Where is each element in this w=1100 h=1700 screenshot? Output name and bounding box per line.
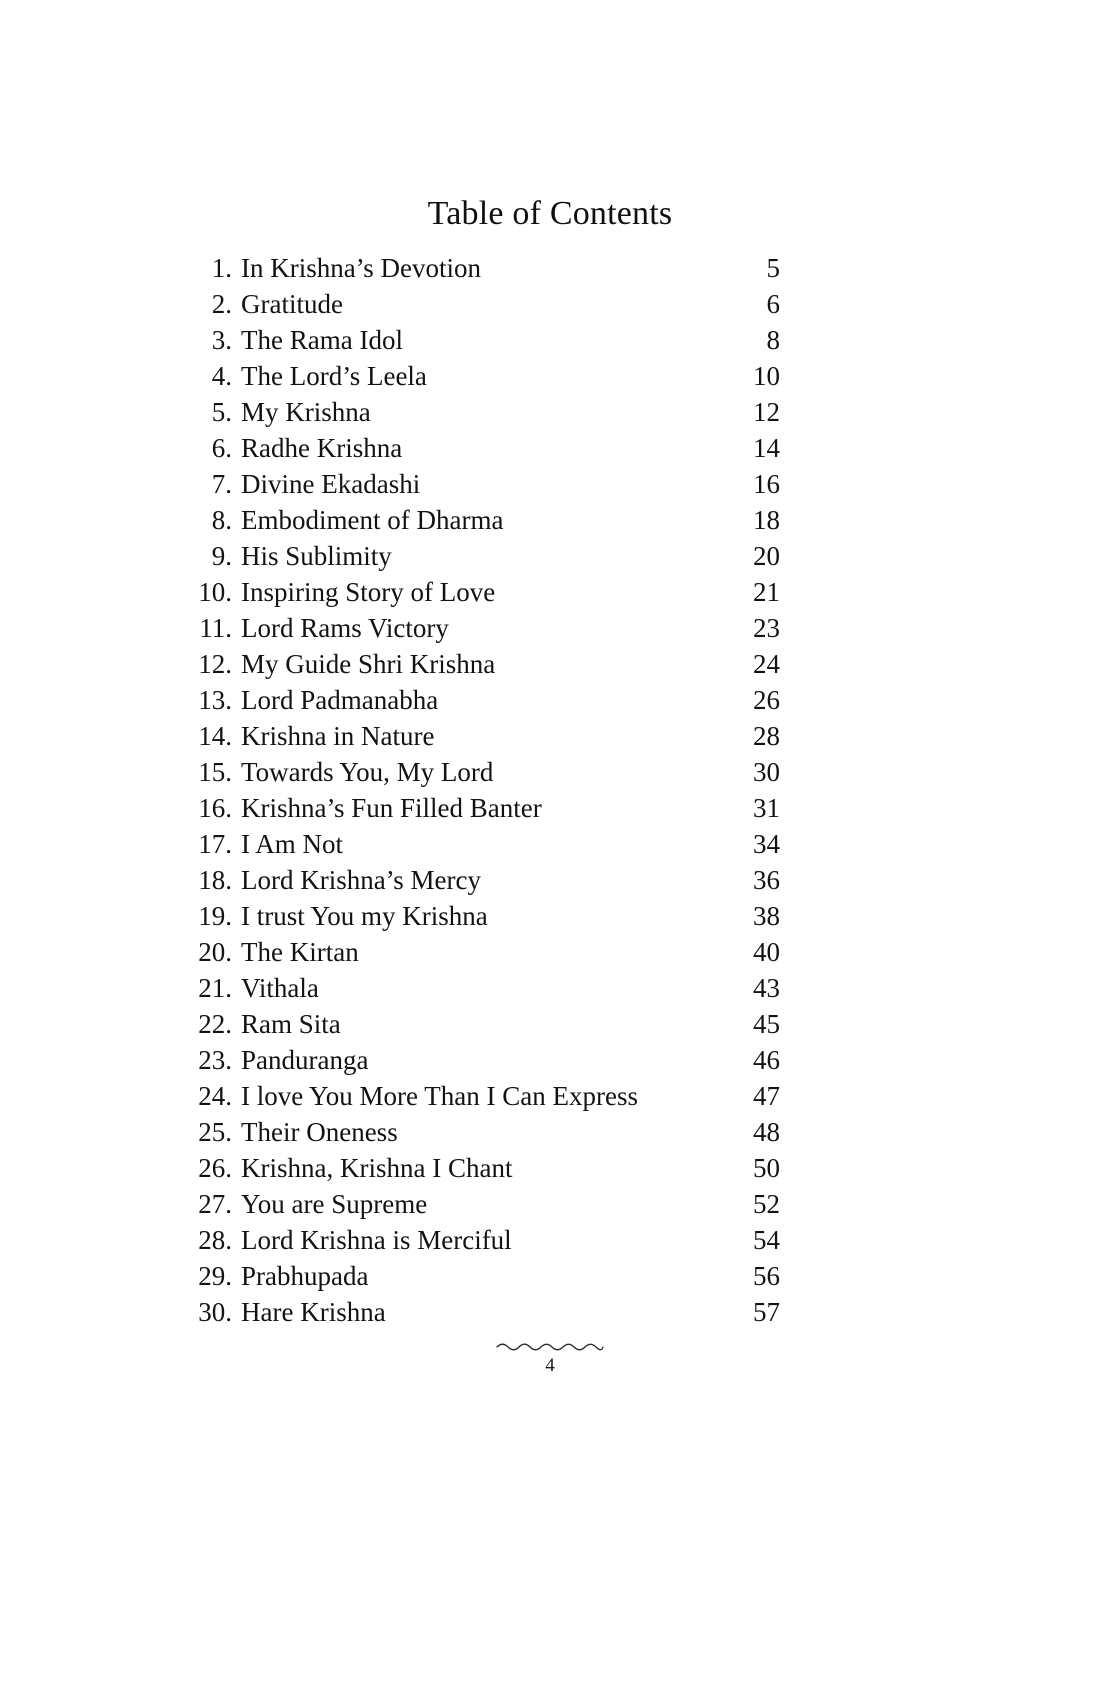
toc-entry-label: Hare Krishna	[241, 1297, 386, 1327]
toc-entry-label: Towards You, My Lord	[241, 757, 494, 787]
toc-entry-number: 22.	[198, 1009, 232, 1039]
table-of-contents-list	[180, 250, 780, 1330]
toc-entry-number: 16.	[198, 793, 232, 823]
toc-entry[interactable]	[180, 1042, 780, 1078]
toc-entry-label: Lord Rams Victory	[241, 613, 449, 643]
toc-entry-page-number: 47	[753, 1081, 780, 1111]
toc-entry-number: 2.	[211, 289, 232, 319]
toc-entry-page-number: 28	[753, 721, 780, 751]
toc-entry[interactable]	[180, 322, 780, 358]
page-footer	[0, 1340, 1100, 1377]
toc-entry[interactable]	[180, 1186, 780, 1222]
toc-entry-number: 8.	[211, 505, 232, 535]
toc-entry-number: 24.	[198, 1081, 232, 1111]
toc-entry-page-number: 6	[766, 289, 780, 319]
toc-entry-page-number: 18	[753, 505, 780, 535]
toc-entry-number: 23.	[198, 1045, 232, 1075]
toc-entry-number: 29.	[198, 1261, 232, 1291]
toc-entry-page-number: 54	[753, 1225, 780, 1255]
toc-entry[interactable]	[180, 1078, 780, 1114]
toc-entry-label: The Kirtan	[241, 937, 359, 967]
toc-entry-page-number: 45	[753, 1009, 780, 1039]
toc-entry-number: 11.	[199, 613, 232, 643]
toc-entry-number: 18.	[198, 865, 232, 895]
toc-entry[interactable]	[180, 286, 780, 322]
toc-entry[interactable]	[180, 538, 780, 574]
toc-entry-number: 7.	[211, 469, 232, 499]
toc-entry[interactable]	[180, 502, 780, 538]
toc-entry-page-number: 48	[753, 1117, 780, 1147]
toc-entry-page-number: 52	[753, 1189, 780, 1219]
toc-entry-page-number: 43	[753, 973, 780, 1003]
toc-entry-label: The Rama Idol	[241, 325, 403, 355]
toc-entry-label: Gratitude	[241, 289, 343, 319]
toc-entry[interactable]	[180, 250, 780, 286]
toc-entry-page-number: 8	[766, 325, 780, 355]
toc-entry-number: 14.	[198, 721, 232, 751]
footer-page-number: 4	[545, 1355, 555, 1376]
wavy-rule-ornament-icon	[495, 1340, 605, 1354]
toc-entry-label: Vithala	[241, 973, 319, 1003]
toc-entry-number: 27.	[198, 1189, 232, 1219]
toc-entry-page-number: 30	[753, 757, 780, 787]
toc-entry[interactable]	[180, 574, 780, 610]
toc-entry-page-number: 12	[753, 397, 780, 427]
toc-entry-page-number: 57	[753, 1297, 780, 1327]
toc-entry[interactable]	[180, 970, 780, 1006]
toc-entry-number: 1.	[211, 253, 232, 283]
toc-entry[interactable]	[180, 1222, 780, 1258]
toc-entry[interactable]	[180, 898, 780, 934]
toc-entry-number: 13.	[198, 685, 232, 715]
toc-entry[interactable]	[180, 1114, 780, 1150]
toc-entry-page-number: 23	[753, 613, 780, 643]
toc-entry[interactable]	[180, 1258, 780, 1294]
toc-entry-label: Lord Padmanabha	[241, 685, 439, 715]
toc-entry-page-number: 21	[753, 577, 780, 607]
toc-entry-label: Inspiring Story of Love	[241, 577, 496, 607]
toc-entry-number: 19.	[198, 901, 232, 931]
toc-entry[interactable]	[180, 682, 780, 718]
toc-entry[interactable]	[180, 466, 780, 502]
toc-entry-number: 26.	[198, 1153, 232, 1183]
toc-entry[interactable]	[180, 430, 780, 466]
toc-entry-page-number: 20	[753, 541, 780, 571]
toc-entry-page-number: 14	[753, 433, 780, 463]
toc-entry-label: Panduranga	[241, 1045, 369, 1075]
toc-entry-label: His Sublimity	[241, 541, 392, 571]
toc-entry-number: 5.	[211, 397, 232, 427]
toc-entry-number: 12.	[198, 649, 232, 679]
page-title: Table of Contents	[427, 194, 673, 232]
toc-entry-label: Their Oneness	[241, 1117, 398, 1147]
toc-entry-page-number: 34	[753, 829, 780, 859]
toc-entry-label: Krishna in Nature	[241, 721, 435, 751]
toc-entry-label: I Am Not	[241, 829, 344, 859]
toc-entry-label: Prabhupada	[241, 1261, 369, 1291]
toc-entry-number: 21.	[198, 973, 232, 1003]
toc-entry[interactable]	[180, 1294, 780, 1330]
toc-entry-page-number: 24	[753, 649, 780, 679]
toc-entry[interactable]	[180, 826, 780, 862]
toc-entry-number: 28.	[198, 1225, 232, 1255]
toc-entry-number: 4.	[211, 361, 232, 391]
toc-entry[interactable]	[180, 790, 780, 826]
toc-entry[interactable]	[180, 718, 780, 754]
toc-entry-page-number: 36	[753, 865, 780, 895]
toc-entry-number: 10.	[198, 577, 232, 607]
toc-entry-number: 15.	[198, 757, 232, 787]
toc-entry-number: 17.	[198, 829, 232, 859]
toc-entry[interactable]	[180, 862, 780, 898]
toc-entry-page-number: 10	[753, 361, 780, 391]
toc-entry-label: Divine Ekadashi	[241, 469, 421, 499]
toc-entry-page-number: 50	[753, 1153, 780, 1183]
toc-entry-page-number: 31	[753, 793, 780, 823]
toc-entry-label: Ram Sita	[241, 1009, 341, 1039]
toc-entry[interactable]	[180, 646, 780, 682]
toc-entry-label: Lord Krishna is Merciful	[241, 1225, 512, 1255]
toc-entry-number: 30.	[198, 1297, 232, 1327]
toc-entry[interactable]	[180, 754, 780, 790]
toc-entry-page-number: 16	[753, 469, 780, 499]
toc-entry-page-number: 26	[753, 685, 780, 715]
toc-entry-label: Krishna, Krishna I Chant	[241, 1153, 513, 1183]
toc-entry-page-number: 38	[753, 901, 780, 931]
toc-entry-page-number: 40	[753, 937, 780, 967]
toc-entry-number: 25.	[198, 1117, 232, 1147]
toc-entry[interactable]	[180, 934, 780, 970]
toc-entry-page-number: 5	[766, 253, 780, 283]
toc-entry-label: I love You More Than I Can Express	[241, 1081, 638, 1111]
toc-entry-label: Lord Krishna’s Mercy	[241, 865, 481, 895]
toc-entry-label: You are Supreme	[241, 1189, 428, 1219]
toc-entry-number: 6.	[211, 433, 232, 463]
toc-entry-label: I trust You my Krishna	[241, 901, 488, 931]
toc-entry-label: The Lord’s Leela	[241, 361, 427, 391]
toc-entry[interactable]	[180, 394, 780, 430]
toc-entry-label: Krishna’s Fun Filled Banter	[241, 793, 542, 823]
toc-entry-number: 9.	[211, 541, 232, 571]
toc-entry[interactable]	[180, 1006, 780, 1042]
toc-entry[interactable]	[180, 610, 780, 646]
toc-entry-label: Radhe Krishna	[241, 433, 403, 463]
toc-entry-label: My Krishna	[241, 397, 371, 427]
toc-entry-number: 20.	[198, 937, 232, 967]
toc-entry-label: My Guide Shri Krishna	[241, 649, 496, 679]
toc-entry[interactable]	[180, 1150, 780, 1186]
toc-entry[interactable]	[180, 358, 780, 394]
toc-entry-number: 3.	[211, 325, 232, 355]
toc-entry-page-number: 46	[753, 1045, 780, 1075]
toc-entry-page-number: 56	[753, 1261, 780, 1291]
toc-entry-label: In Krishna’s Devotion	[241, 253, 481, 283]
toc-entry-label: Embodiment of Dharma	[241, 505, 504, 535]
